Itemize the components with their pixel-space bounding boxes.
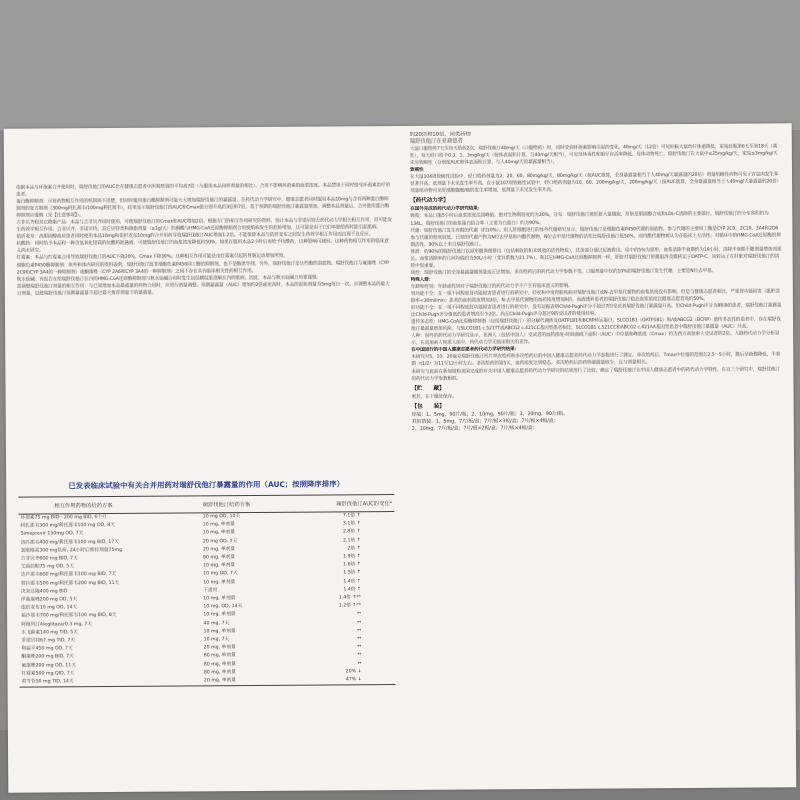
header-rosuvastatin-regimen: 瑞舒伐他汀给药方案 — [201, 495, 291, 513]
cell-interacting-drug: 氯吡格雷300 mg负荷, 24小时后维持剂量75mg — [20, 547, 123, 554]
cell-auc-change: 3.1倍 ↑ — [342, 521, 361, 527]
top-line-1: 的20倍和10倍，同类药物 — [409, 131, 471, 138]
left-paragraph: 蛋白酶抑制剂：尽管药物相互作用的机制尚不清楚，但同时服用蛋白酶抑制剂可能大大增加瑞舒伐他汀的暴露量。在药代动力学研究中，健康志愿者同时服用本品10mg与含有两种蛋白酶抑制剂的复方制剂（300mg阿扎那韦/100mg利托那韦），结果显示瑞舒伐他汀的AUC和Cmax值分别升高约3倍和7倍。基于预期的瑞舒伐他汀暴露量增加，调整本品剂量后，合并使用蛋白酶抑制剂应谨慎（见【注意事项】）。 — [16, 197, 390, 219]
cell-interacting-drug: 艾曲泊帕75 mg OD, 5天 — [20, 564, 74, 570]
cell-rosuvastatin-regimen: 80 mg, 单剂量 — [203, 555, 236, 561]
cell-interacting-drug: 达芦那韦600 mg/利托那韦100 mg BID, 7天 — [20, 572, 117, 579]
right-paragraph: 年龄和性别：年龄或性别对于瑞舒伐他汀的药代动力学不产生有临床意义的影响。 — [410, 283, 573, 290]
package-insert-page — [4, 123, 797, 792]
cell-rosuvastatin-regimen: 10 mg OD, 7天 — [203, 571, 238, 577]
right-paragraph: 大鼠口服给药7天至每天给药2次，瑞舒伐他汀40mg/天（口服给药）时，同时受到环孢素影响引起的变化。40mg/天（12倍）可见妊娠大鼠幼仔体重降低，家兔妊娠第6天至第18天（离乳），每天经口给予0.3、1、3mg/kg/天（按体表面积计算，与40mg/天相当），可见母体毒性和胎仔存活率降低。母体动物死亡。瑞舒伐他汀在大鼠中≤25mg/kg/天，家兔≤3mg/kg/天未见致畸性（分别按AUC和体表面积计算，与人40mg/天的暴露量相当）。 — [409, 144, 778, 167]
cell-interacting-drug: 阿扎那韦300 mg/利托那韦100 mg OD, 8天 — [20, 523, 115, 529]
cell-interacting-drug: 替拉那韦500 mg/利托那韦200 mg BID, 11天 — [20, 580, 120, 587]
subheading: 致癌性 — [409, 168, 424, 174]
interaction-table — [18, 494, 395, 688]
cell-auc-change: ↔ — [357, 628, 362, 634]
background-top — [0, 0, 800, 130]
left-column — [16, 182, 393, 297]
cell-auc-change: 20% ↓ — [345, 669, 362, 675]
cell-rosuvastatin-regimen: 10 mg, OD, 14天 — [203, 604, 243, 610]
cell-rosuvastatin-regimen: 20 mg, 单剂量 — [203, 645, 236, 651]
left-paragraph: 秋水仙碱：有报告在给瑞舒伐他汀在内的HMG-CoA还原酶抑制剂与秋水仙碱合用时发生包括横纹肌溶解在内的肌病。因此，本品与秋水仙碱合用要谨慎。 — [16, 275, 321, 283]
cell-rosuvastatin-regimen: 10 mg OD, 10天 — [202, 514, 241, 520]
cell-rosuvastatin-regimen: 10 mg, 单剂量 — [203, 596, 236, 602]
left-paragraph: 依据本品与环孢素合并使用时，瑞舒伐他汀的AUC比在健康志愿者中所观察到的平均高7倍（与服用本品同样剂量的相比）。合用不影响环孢素的血浆浓度。本品禁用于同时接受环孢素治疗的患者。 — [16, 183, 391, 198]
cell-rosuvastatin-regimen: 10 mg, 单剂量 — [203, 579, 236, 586]
table-title: 已发表临床试验中有关合并用药对瑞舒伐他汀暴露量的作用（AUC；按照降序排序） — [68, 479, 345, 491]
cell-interacting-drug: 氟康唑200 mg OD, 11天 — [21, 662, 76, 669]
right-paragraph: 2、10mg，7片/板/盒；7片/板×2板/盒；7片/板×4板/盒； — [411, 424, 538, 432]
cell-interacting-drug: 环孢素75 mg BID～200 mg BID, 6个月 — [20, 515, 107, 521]
cell-rosuvastatin-regimen: 20 mg OD, 7天 — [202, 538, 238, 544]
table-row — [20, 676, 396, 687]
cell-interacting-drug: 依折麦布10 mg OD, 14天 — [21, 605, 78, 611]
right-paragraph: 本研究对5、10、20毫克瑞舒伐他汀钙片单次给药和多次给药后的中国人健康志愿者药代动力学参数进行了测定。单次给药后，Tmax中位值的范围在2.5～5小时，随后呈指数降低，半衰期（t1/2）为11至12小时左右。多次给药的第5天，血药浓度达到稳态。多次给药后的药物暴露量较少，且与剂量相关。 — [411, 352, 781, 368]
cell-interacting-drug: 黄芩苷50 mg TID, 14天 — [20, 677, 202, 687]
cell-rosuvastatin-regimen: 10 mg, 单剂量 — [203, 563, 236, 569]
right-paragraph: 线性：瑞舒伐他汀的全身暴露量随剂量成正比增加。多次给药后的药代动力学参数不变。口服剂量中仅约10%的瑞舒伐他汀发生代谢，主要是N位去甲基。 — [410, 268, 717, 276]
cell-rosuvastatin-regimen: 10 mg, 单剂量 — [202, 522, 235, 528]
cell-auc-change: 1.5倍 ↑ — [343, 570, 361, 576]
header-interacting-drug: 相互作用药物的给药方案 — [18, 496, 200, 514]
cell-rosuvastatin-regimen: 80 mg, 单剂量 — [203, 653, 236, 659]
section-heading: 【药代动力学】 — [410, 198, 449, 205]
cell-auc-change: ↔ — [357, 636, 362, 642]
cell-interacting-drug: 吉非贝齐600 mg BID, 7天 — [20, 556, 78, 562]
cell-rosuvastatin-regimen: 20 mg, 单剂量 — [202, 677, 291, 686]
cell-auc-change: 1.4倍 ↑ — [343, 578, 361, 585]
cell-interacting-drug: 水飞蓟素140 mg TID, 5天 — [21, 630, 78, 636]
cell-interacting-drug: Simeprevir 150mg OD, 7天 — [20, 531, 84, 538]
header-auc-change: 瑞舒伐他汀AUC的变化* — [290, 495, 394, 513]
subheading: 特殊人群： — [410, 277, 434, 283]
cell-auc-change: 47% ↓ — [291, 676, 395, 685]
right-paragraph: 代谢：瑞舒伐他汀发生有限的代谢（约10%）。用人肝细胞进行的体外代谢研究显示，瑞舒伐他汀是细胞色素P450代谢的弱底物。参与代谢的主要同工酶是CYP 2C9，2C19、3A4和2D6参与代谢的程度较低。已知的代谢产物为N位去甲基和内酯代谢物。N位去甲基代谢物的活性比瑞舒伐他汀低50%，而内酯代谢物被认为在临床上无活性。对循环中的HMG-CoA还原酶的抑制活性，90%以上来自瑞舒伐他汀。 — [410, 225, 781, 248]
cell-auc-change: 1.4倍 ↑** — [338, 595, 361, 601]
right-paragraph: 肾功能不全：在一项不同程度肾功能损害患者进行的研究中，轻度和中度肾脏疾病对瑞舒伐他汀或N-去甲基代谢物的血浆浓度没有影响，但是与健康志愿者相比，严重肾功能损害（肌酐清除率<30ml/min）患者的血药浓度增加3倍，N-去甲基代谢物的血药浓度增加9倍。血液透析患者的瑞舒伐他汀稳态血浆浓度比健康志愿者高约50%。 — [410, 289, 780, 304]
right-paragraph: 密封，在干燥处保存。 — [411, 394, 457, 400]
cell-auc-change: 1.6倍 ↑ — [343, 562, 361, 568]
left-paragraph: 红霉素：本品与红霉素合用导致瑞舒伐他汀的AUC下降20%，Cmax下降30%。这种相互作用可能是由红霉素引起的胃肠运动增加所致。 — [16, 254, 288, 262]
cell-auc-change: 1.9倍 ↑ — [343, 554, 361, 560]
cell-rosuvastatin-regimen: 10 mg, 单剂量 — [203, 628, 236, 635]
cell-interacting-drug: 决奈达隆400 mg BID — [20, 589, 68, 595]
cell-rosuvastatin-regimen: 10 mg, 单剂量 — [202, 530, 235, 536]
cell-auc-change: ↔ — [357, 644, 362, 650]
cell-auc-change: 2.8倍 ↑ — [342, 529, 361, 535]
left-paragraph: 依折麦布：高胆固醇血症患者同时使用本品10mg和依折麦布10mg的合并用药导致瑞舒伐他汀AUC增加1.2倍。不能排除本品与依折麦布之间发生药效学相互作用而出现不良反应。 — [16, 232, 374, 241]
top-line-2: 瑞舒伐他汀在亚裔患者 — [409, 138, 463, 145]
cell-rosuvastatin-regimen: 10 mg, 单剂量 — [203, 612, 236, 618]
cell-interacting-drug: 洛匹那韦400 mg/利托那韦100 mg BID, 17天 — [20, 539, 119, 546]
cell-auc-change: 1.4倍 ↑ — [343, 587, 361, 593]
right-paragraph: 排泄：约90%的瑞舒伐他汀以原形随粪便排出（包括吸收的和未吸收的活性物质），其余部分通过尿液排出。尿中约5%为原形。血浆清除半衰期约为19小时，清除半衰期不随剂量增加而延长。血浆清除率的几何均值约为50L/小时（变异系数为21.7%）。和其它HMG-CoA还原酶抑制剂一样，肝脏对瑞舒伐他汀的摄取涉及膜转运子OATP-C，该转运子在肝脏对瑞舒伐他汀的清除中很重要。 — [410, 247, 782, 269]
right-paragraph: 吸收：本品口服5小时后血浆浓度达到峰值。绝对生物利用度约为20%。分布：瑞舒伐他汀被肝脏大量摄取，肝脏是胆固醇合成和LDL-C清除的主要部位。瑞舒伐他汀的分布容积约为134L。瑞舒伐他汀的血浆蛋白结合率（主要为白蛋白）约为90%。 — [410, 211, 769, 227]
cell-auc-change: 7.1倍 ↑ — [342, 513, 361, 519]
cell-auc-change: ↔ — [357, 619, 362, 625]
subheading: 在中国进行的中国人健康志愿者药代动力学研究结果： — [411, 347, 520, 354]
left-paragraph: 抗酸药：同时给予本品和一种含氢氧化铝镁的抗酸药混悬液，可使瑞舒伐他汀的血浆浓度降低约50%。如果在服用本品2小时后再给予抗酸药，这种影响可减轻。这种药物相互作用的临床意义尚未研究。 — [16, 239, 389, 255]
right-paragraph: 遗传多态性：HMG-CoA还原酶抑制剂（包括瑞舒伐他汀）的分解代谢涉及OATP1B1和BCRP转运蛋白。SLCO1B1（OATP1B1）和/或ABCG2（BCRP）遗传多态性的患者中，存在瑞舒伐他汀暴露量增加风险。与SLCO1B1 c.521TT或ABCG2 c.421CC基因型患者相比，SLCO1B1 c.521CC和ABCG2 c.421AA基因型患者中瑞舒伐他汀暴露量（AUC）升高。 — [411, 317, 781, 333]
section-heading: 【包 装】 — [411, 403, 445, 410]
left-paragraph: 细胞色素P450酶抑制剂：体外和体内研究的资料表明，瑞舒伐他汀既非细胞色素P450同工酶的抑制剂，也不是酶诱导剂。另外，瑞舒伐他汀是这些酶的弱底物。瑞舒伐他汀与氟康唑（CYP 2C9和CYP 3A4的一种抑制剂）或酮康唑（CYP 2A6和CYP 3A4的一种抑制剂）之间不存在具有临床相关性的相互作用。 — [16, 260, 389, 276]
cell-auc-change: 1.2倍 ↑** — [338, 603, 362, 609]
right-paragraph: 在大鼠104周致癌性试验中，经口给药剂量为2、20、60、80mg/kg/天，80mg/kg/天（按AUC推算，全身暴露量相当于人40mg/天暴露量的20倍）剂量组雌性动物可见子宫息肉发生率显著升高。低剂量下未见发生率升高。在小鼠107周致癌性试验中，经口给药剂量为10、60、200mg/kg/天，200mg/kg/天（按AUC推算，全身暴露量相当于人40mg/天暴露量的20倍）剂量组动物可见肝细胞腺瘤/癌的发生率增加，低剂量下未见发生率升高。 — [410, 172, 782, 195]
cell-interacting-drug: 酮康唑200 mg BID, 7天 — [21, 654, 74, 661]
left-paragraph: 吉非贝齐和其它降脂产品：本品与吉非贝齐同时使用，可使瑞舒伐他汀的Cmax和AUC增加2倍。根据专门的相互作用研究的资料，预计本品与非诺贝特无药代动力学相关相互作用，但可能发生药效学相互作用。吉非贝齐、非诺贝特、其它贝特类和降脂剂量（≥1g/天）的烟酸与HMG-CoA还原酶抑制剂合用使肌病发生的危险增加，这可能是由于它们单独给药时能引起肌病。 — [16, 218, 392, 233]
right-paragraph: 双铝箔装：1、5mg，7片/板/盒；7片/板×3板/盒；7片/板×4板/盒； — [411, 417, 559, 425]
cell-rosuvastatin-regimen: 80 mg, 单剂量 — [203, 661, 236, 668]
cell-interacting-drug: 阿格列汀Aleglitazar0.3 mg, 7天 — [21, 621, 93, 628]
cell-auc-change: ↔ — [357, 611, 362, 617]
cell-rosuvastatin-regimen: 80 mg, 单剂量 — [203, 670, 236, 676]
cell-rosuvastatin-regimen: 40 mg, 7天 — [203, 620, 230, 627]
cell-interacting-drug: 非诺贝特67 mg TID, 7天 — [21, 638, 76, 644]
right-paragraph: 肝功能不全：在一项不同程度肝功能损害患者进行的研究中，没有证据表明Child-Pugh评分不超过7的受试者瑞舒伐他汀暴露量升高。但Child-Pugh评分为8和9的患者，瑞舒伐他汀暴露量比Child-Pugh评分值低的患者增高至少2倍。尚无Child-Pugh评分超过9的受试者的使用经验。 — [410, 303, 782, 319]
right-paragraph: 本研究与此前在新加坡和美国完成的有关中国人健康志愿者药代动力学研究的结果进行了比较。确定了瑞舒伐他汀在中国人健康志愿者中的药代动力学特性。在这三个研究中，瑞舒伐他汀的药代动力学参数相似。 — [411, 366, 780, 382]
subheading: 在国外完成的药代动力学研究结果： — [410, 206, 483, 213]
section-heading: 【贮 藏】 — [411, 385, 445, 392]
cell-rosuvastatin-regimen: 10 mg, 7天 — [203, 637, 230, 643]
cell-auc-change: 2.1倍 ↑ — [342, 537, 361, 544]
right-column — [410, 129, 784, 432]
cell-interacting-drug: 福沙那韦700 mg/利托那韦100 mg BID, 8天 — [21, 613, 117, 620]
left-paragraph: 需调整瑞舒伐他汀剂量的相互作用：与已知增加本品暴露量的药物合用时，应进行剂量调整。预期暴露量（AUC）增加约2倍或更高时，本品的起始剂量为5mg每日一次。应调整本品的最大日剂量，以使瑞舒伐他汀预期暴露量不超过最大推荐剂量下的暴露量。 — [16, 281, 390, 297]
cell-rosuvastatin-regimen: 20 mg, 单剂量 — [202, 546, 236, 553]
cell-interacting-drug: 利福平450 mg OD, 7天 — [21, 646, 73, 652]
cell-auc-change: ↔ — [357, 652, 362, 658]
cell-interacting-drug: 伊曲康唑200 mg OD, 5天 — [20, 597, 78, 603]
cell-auc-change: 2倍 ↑ — [347, 546, 361, 552]
right-paragraph: 铝装：1、5mg，90片/瓶；2、10mg，90片/瓶；3、20mg，90片/瓶。 — [411, 410, 568, 418]
cell-rosuvastatin-regimen: 不适用 — [203, 588, 218, 594]
cell-interacting-drug: 红霉素500 mg QID, 7天 — [21, 671, 75, 677]
cell-auc-change: ↔ — [357, 660, 362, 666]
right-paragraph: 人种：国外的药代动力学研究显示，亚洲人（包括中国人）受试者的血药浓度-时间曲线下面积（AUC）中位值和峰浓度（Cmax）约为西方高加索人受试者的2倍。人群药代动力学分析显示，在高加索人和黑人组中，药代动力学无临床相关的差异。 — [411, 331, 780, 347]
